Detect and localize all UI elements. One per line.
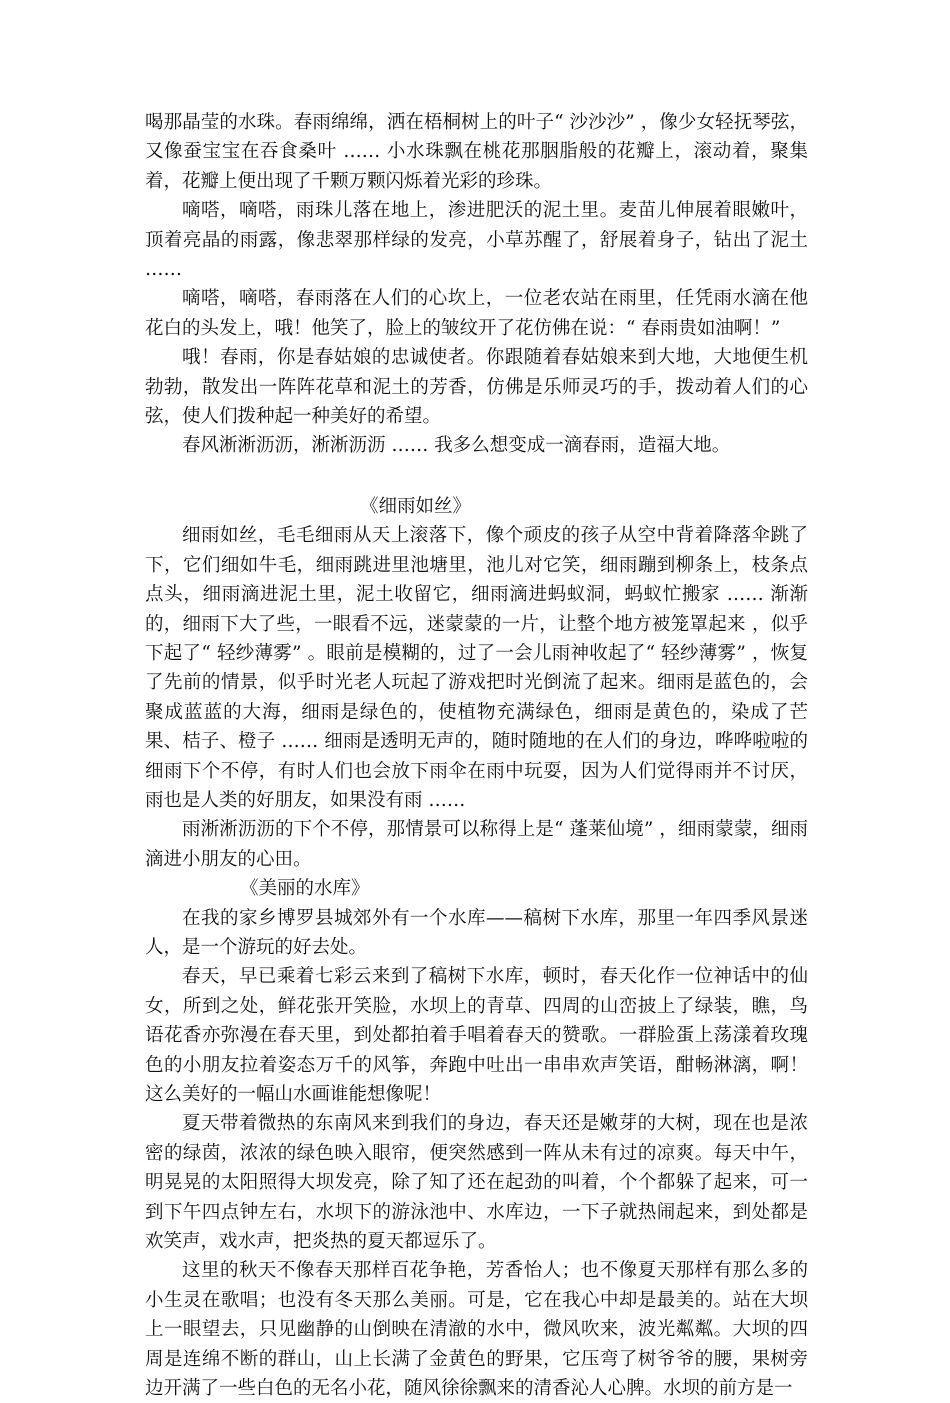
- paragraph: 在我的家乡博罗县城郊外有一个水库——稿树下水库，那里一年四季风景迷人，是一个游玩的好去处。: [145, 907, 808, 958]
- document-page: [145, 108, 808, 1403]
- essay-title: 《美丽的水库》: [240, 878, 370, 900]
- paragraph: 嘀嗒，嘀嗒，春雨落在人们的心坎上，一位老农站在雨里，任凭雨水滴在他花白的头发上，哦！他笑了，脸上的皱纹开了花仿佛在说：“ 春雨贵如油啊！”: [145, 288, 808, 339]
- blank-line: [145, 461, 808, 492]
- paragraph: 春风淅淅沥沥，淅淅沥沥 …… 我多么想变成一滴春雨，造福大地。: [182, 435, 731, 457]
- paragraph: 喝那晶莹的水珠。春雨绵绵，洒在梧桐树上的叶子“ 沙沙沙” ，像少女轻抚琴弦，又像蚕宝宝在吞食桑叶 …… 小水珠飘在桃花那胭脂般的花瓣上，滚动着，聚集着，花瓣上便出现了千颗万颗闪烁着光彩的珍珠。: [145, 112, 808, 192]
- paragraph: 哦！春雨，你是春姑娘的忠诚使者。你跟随着春姑娘来到大地，大地便生机勃勃，散发出一阵阵花草和泥土的芳香，仿佛是乐师灵巧的手，拨动着人们的心弦，使人们拨种起一种美好的希望。: [145, 347, 808, 428]
- paragraph: 夏天带着微热的东南风来到我们的身边，春天还是嫩芽的大树，现在也是浓密的绿茵，浓浓的绿色映入眼帘，便突然感到一阵从未有过的凉爽。每天中午，明晃晃的太阳照得大坝发亮，除了知了还在起劲的叫着，个个都躲了起来，可一到下午四点钟左右，水坝下的游泳池中、水库边，一下子就热闹起来，到处都是欢笑声，戏水声，把炎热的夏天都逗乐了。: [145, 1113, 808, 1253]
- essay-title: 《细雨如丝》: [360, 495, 472, 517]
- paragraph: 嘀嗒，嘀嗒，雨珠儿落在地上，渗进肥沃的泥土里。麦苗儿伸展着眼嫩叶，顶着亮晶的雨露，像悲翠那样绿的发亮，小草苏醒了，舒展着身子，钻出了泥土 ……: [145, 200, 808, 281]
- paragraph: 细雨如丝，毛毛细雨从天上滚落下，像个顽皮的孩子从空中背着降落伞跳了下，它们细如牛毛，细雨跳进里池塘里，池儿对它笑，细雨蹦到柳条上，枝条点点头，细雨滴进泥土里，泥土收留它，细雨滴进蚂蚁洞，蚂蚁忙搬家 …… 渐渐的，细雨下大了些，一眼看不远，迷蒙蒙的一片，让整个地方被笼罩起来 ，似乎下起了“ 轻纱薄雾” 。眼前是模糊的，过了一会儿雨神收起了“ 轻纱薄雾” ，恢复了先前的情景，似乎时光老人玩起了游戏把时光倒流了起来。细雨是蓝色的，会聚成蓝蓝的大海，细雨是绿色的，使植物充满绿色，细雨是黄色的，染成了芒果、桔子、橙子 …… 细雨是透明无声的，随时随地的在人们的身边，哗哗啦啦的细雨下个不停，有时人们也会放下雨伞在雨中玩耍，因为人们觉得雨并不讨厌，雨也是人类的好朋友，如果没有雨 ……: [145, 525, 808, 811]
- paragraph: 这里的秋天不像春天那样百花争艳，芳香怡人；也不像夏天那样有那么多的小生灵在歌唱；也没有冬天那么美丽。可是，它在我心中却是最美的。站在大坝上一眼望去，只见幽静的山倒映在清澈的水中，微风吹来，波光粼粼。大坝的四周是连绵不断的群山，山上长满了金黄色的野果，它压弯了树爷爷的腰，果树旁边开满了一些白色的无名小花，随风徐徐飘来的清香沁人心脾。水坝的前方是一: [145, 1260, 808, 1400]
- paragraph: 雨淅淅沥沥的下个不停，那情景可以称得上是“ 蓬莱仙境” ，细雨蒙蒙，细雨滴进小朋友的心田。: [145, 819, 808, 870]
- paragraph: 春天，早已乘着七彩云来到了稿树下水库，顿时，春天化作一位神话中的仙女，所到之处，鲜花张开笑脸，水坝上的青草、四周的山峦披上了绿装，瞧，鸟语花香亦弥漫在春天里，到处都拍着手唱着春天的赞歌。一群脸蛋上荡漾着玫瑰色的小朋友拉着姿态万千的风筝，奔跑中吐出一串串欢声笑语，酣畅淋漓，啊！这么美好的一幅山水画谁能想像呢！: [145, 966, 808, 1105]
